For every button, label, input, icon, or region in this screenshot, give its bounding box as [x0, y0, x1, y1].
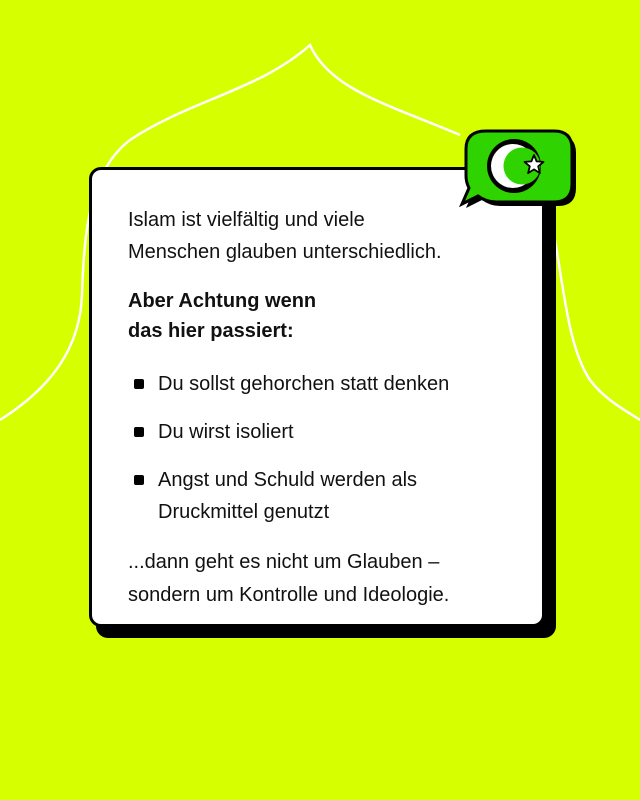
bullet-square-icon: [134, 475, 144, 485]
list-item: Du wirst isoliert: [128, 416, 506, 448]
conclusion-text: ...dann geht es nicht um Glauben – sondern um Kontrolle und Ideologie.: [128, 551, 450, 606]
intro-text: Islam ist vielfältig und viele Menschen glauben unterschiedlich.: [128, 209, 442, 263]
info-card: [89, 167, 545, 627]
warning-signs-list: [128, 368, 506, 528]
bullet-square-icon: [134, 379, 144, 389]
warning-heading: Aber Achtung wenn das hier passiert:: [128, 290, 317, 342]
crescent-star-icon: [456, 124, 578, 212]
bullet-square-icon: [134, 427, 144, 437]
list-item: Du sollst gehorchen statt denken: [128, 368, 506, 400]
list-item: Angst und Schuld werden als Druckmittel genutzt: [128, 464, 506, 528]
